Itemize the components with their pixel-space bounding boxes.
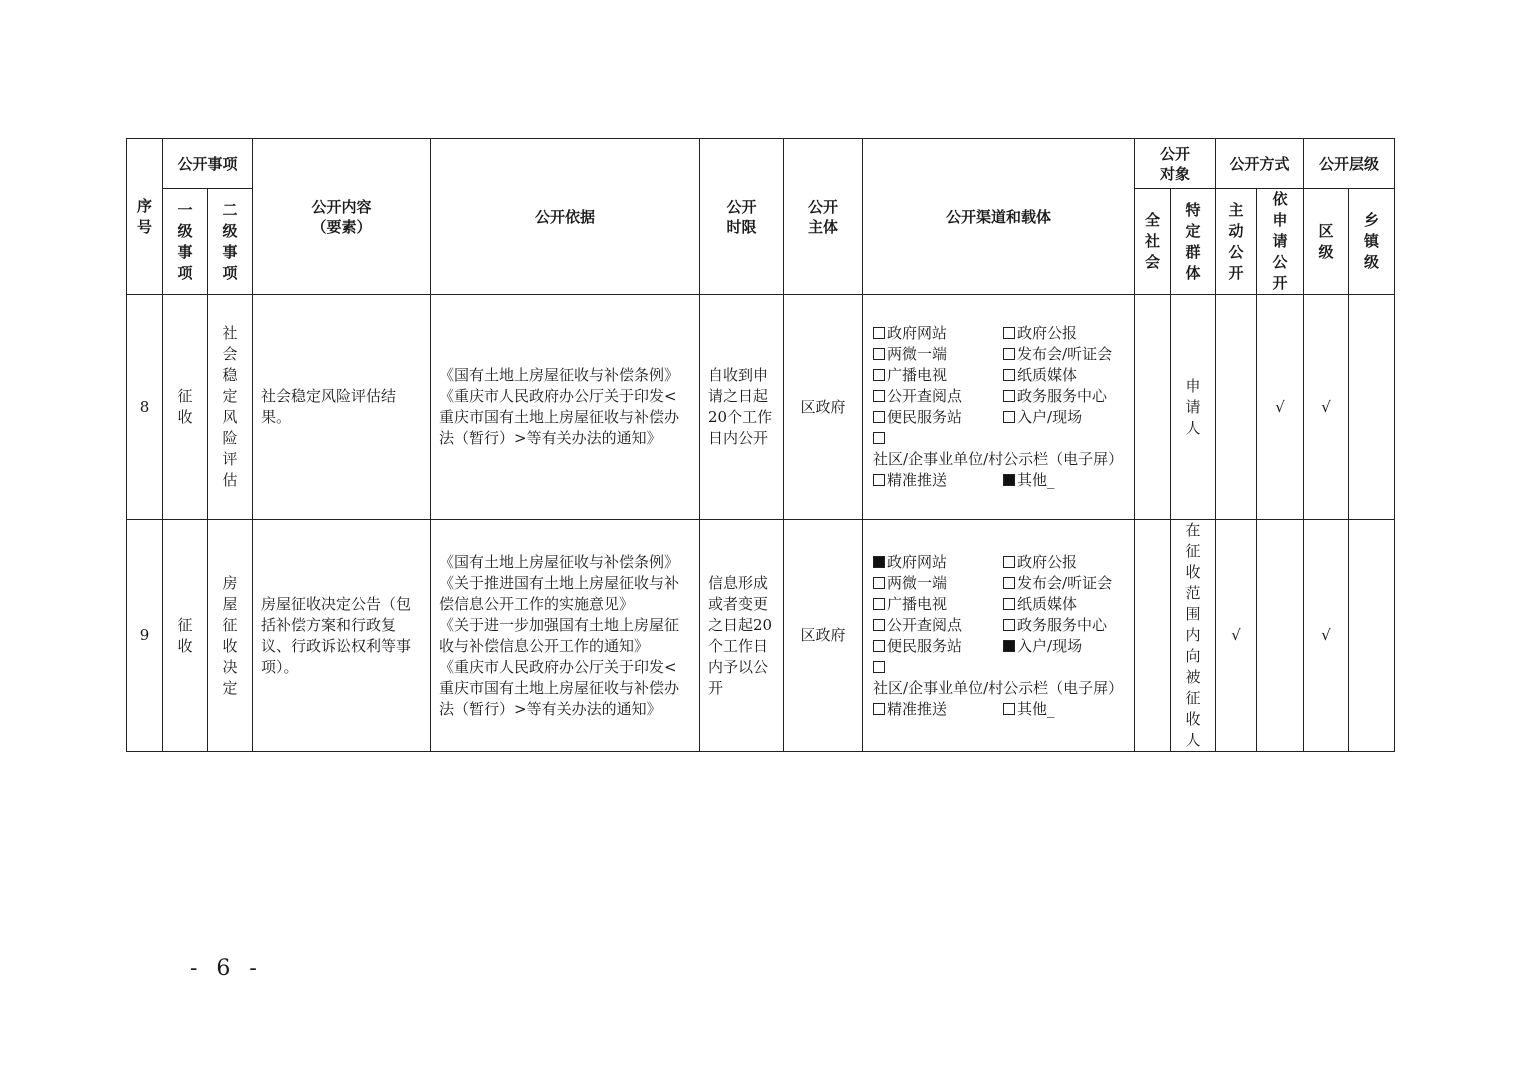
channel-option[interactable]: 纸质媒体 [1003, 365, 1133, 386]
channel-option[interactable]: 政府网站 [873, 552, 1003, 573]
channel-option[interactable]: 便民服务站 [873, 407, 1003, 428]
header-seq: 序号 [127, 139, 163, 295]
basis-line: 《国有土地上房屋征收与补偿条例》 [439, 552, 680, 571]
channel-option[interactable]: 入户/现场 [1003, 636, 1133, 657]
header-row-1 [127, 139, 1395, 189]
checkbox-icon [1003, 556, 1015, 568]
checkbox-icon [1003, 369, 1015, 381]
checkbox-icon [1003, 411, 1015, 423]
checkbox-icon [873, 411, 885, 423]
table-row [127, 295, 1395, 520]
period-cell: 自收到申请之日起20个工作日内公开 [700, 295, 784, 520]
checkbox-icon [1003, 640, 1015, 652]
channel-option[interactable]: 政务服务中心 [1003, 615, 1133, 636]
channel-option[interactable]: 其他_ [1003, 699, 1133, 720]
specific-group-cell: 申请人 [1171, 295, 1216, 520]
checkbox-icon [873, 661, 885, 673]
channel-option[interactable]: 其他_ [1003, 470, 1133, 491]
on-request-cell [1257, 520, 1304, 752]
active-cell [1216, 295, 1257, 520]
header-district: 区级 [1304, 189, 1349, 295]
basis-line: 《关于进一步加强国有土地上房屋征收与补偿信息公开工作的通知》 [439, 615, 680, 655]
seq-cell: 9 [127, 520, 163, 752]
channel-option[interactable]: 公开查阅点 [873, 386, 1003, 407]
checkbox-icon [873, 556, 885, 568]
channel-cell [863, 520, 1135, 752]
subject-cell: 区政府 [784, 520, 863, 752]
level1-cell: 征收 [163, 295, 208, 520]
header-basis: 公开依据 [431, 139, 700, 295]
level2-cell: 房屋征收决定 [208, 520, 253, 752]
checkbox-icon [873, 619, 885, 631]
checkbox-icon [873, 369, 885, 381]
period-cell: 信息形成或者变更之日起20个工作日内予以公开 [700, 520, 784, 752]
township-cell [1349, 295, 1395, 520]
basis-line: 《重庆市人民政府办公厅关于印发<重庆市国有土地上房屋征收与补偿办法（暂行）>等有关办法的通知》 [439, 657, 680, 718]
checkbox-icon [873, 327, 885, 339]
channel-option[interactable]: 政府网站 [873, 323, 1003, 344]
checkbox-icon [1003, 390, 1015, 402]
channel-option[interactable]: 社区/企事业单位/村公示栏（电子屏） [873, 657, 1133, 699]
header-channel: 公开渠道和载体 [863, 139, 1135, 295]
header-subject: 公开 主体 [784, 139, 863, 295]
header-on-request: 依申请公开 [1257, 189, 1304, 295]
header-period: 公开 时限 [700, 139, 784, 295]
checkbox-icon [873, 598, 885, 610]
specific-group-cell: 在征收范围内向被征收人 [1171, 520, 1216, 752]
channel-cell [863, 295, 1135, 520]
channel-option[interactable]: 两微一端 [873, 573, 1003, 594]
checkbox-icon [873, 348, 885, 360]
channel-option[interactable]: 广播电视 [873, 594, 1003, 615]
header-active: 主动公开 [1216, 189, 1257, 295]
active-cell: √ [1216, 520, 1257, 752]
header-matters: 公开事项 [163, 139, 253, 189]
basis-cell [431, 295, 700, 520]
page-number: - 6 - [190, 956, 263, 981]
channel-option[interactable]: 政府公报 [1003, 552, 1133, 573]
channel-option[interactable]: 精准推送 [873, 470, 1003, 491]
basis-line: 《国有土地上房屋征收与补偿条例》 [439, 366, 680, 384]
disclosure-table-container [126, 138, 1394, 752]
content-cell: 社会稳定风险评估结果。 [253, 295, 431, 520]
checkbox-icon [1003, 619, 1015, 631]
header-all-society: 全社会 [1135, 189, 1171, 295]
channel-grid [873, 552, 1126, 720]
header-method: 公开方式 [1216, 139, 1304, 189]
channel-option[interactable]: 入户/现场 [1003, 407, 1133, 428]
channel-option[interactable]: 精准推送 [873, 699, 1003, 720]
all-society-cell [1135, 295, 1171, 520]
basis-cell [431, 520, 700, 752]
channel-option[interactable]: 便民服务站 [873, 636, 1003, 657]
channel-option[interactable]: 纸质媒体 [1003, 594, 1133, 615]
checkbox-icon [873, 390, 885, 402]
table-row [127, 520, 1395, 752]
level2-cell: 社会稳定风险评估 [208, 295, 253, 520]
level1-cell: 征收 [163, 520, 208, 752]
checkbox-icon [873, 474, 885, 486]
basis-line: 《关于推进国有土地上房屋征收与补偿信息公开工作的实施意见》 [439, 573, 680, 613]
subject-cell: 区政府 [784, 295, 863, 520]
channel-option[interactable]: 广播电视 [873, 365, 1003, 386]
header-content: 公开内容 （要素） [253, 139, 431, 295]
channel-grid [873, 323, 1126, 491]
checkbox-icon [873, 432, 885, 444]
header-level1: 一级事项 [163, 189, 208, 295]
header-target: 公开 对象 [1135, 139, 1216, 189]
checkbox-icon [873, 577, 885, 589]
on-request-cell: √ [1257, 295, 1304, 520]
all-society-cell [1135, 520, 1171, 752]
channel-option[interactable]: 政府公报 [1003, 323, 1133, 344]
channel-option[interactable]: 两微一端 [873, 344, 1003, 365]
header-level2: 二级事项 [208, 189, 253, 295]
channel-option[interactable]: 发布会/听证会 [1003, 344, 1133, 365]
channel-option[interactable]: 公开查阅点 [873, 615, 1003, 636]
checkbox-icon [873, 703, 885, 715]
seq-cell: 8 [127, 295, 163, 520]
disclosure-table [126, 138, 1395, 752]
channel-option[interactable]: 发布会/听证会 [1003, 573, 1133, 594]
checkbox-icon [1003, 703, 1015, 715]
content-cell: 房屋征收决定公告（包括补偿方案和行政复议、行政诉讼权利等事项）。 [253, 520, 431, 752]
checkbox-icon [873, 640, 885, 652]
header-township: 乡镇级 [1349, 189, 1395, 295]
basis-line: 《重庆市人民政府办公厅关于印发<重庆市国有土地上房屋征收与补偿办法（暂行）>等有关办法的通知》 [439, 387, 680, 447]
checkbox-icon [1003, 598, 1015, 610]
header-level: 公开层级 [1304, 139, 1395, 189]
checkbox-icon [1003, 577, 1015, 589]
channel-option[interactable]: 社区/企事业单位/村公示栏（电子屏） [873, 428, 1133, 470]
checkbox-icon [1003, 327, 1015, 339]
district-cell: √ [1304, 520, 1349, 752]
checkbox-icon [1003, 348, 1015, 360]
header-specific-group: 特定群体 [1171, 189, 1216, 295]
township-cell [1349, 520, 1395, 752]
district-cell: √ [1304, 295, 1349, 520]
checkbox-icon [1003, 474, 1015, 486]
channel-option[interactable]: 政务服务中心 [1003, 386, 1133, 407]
